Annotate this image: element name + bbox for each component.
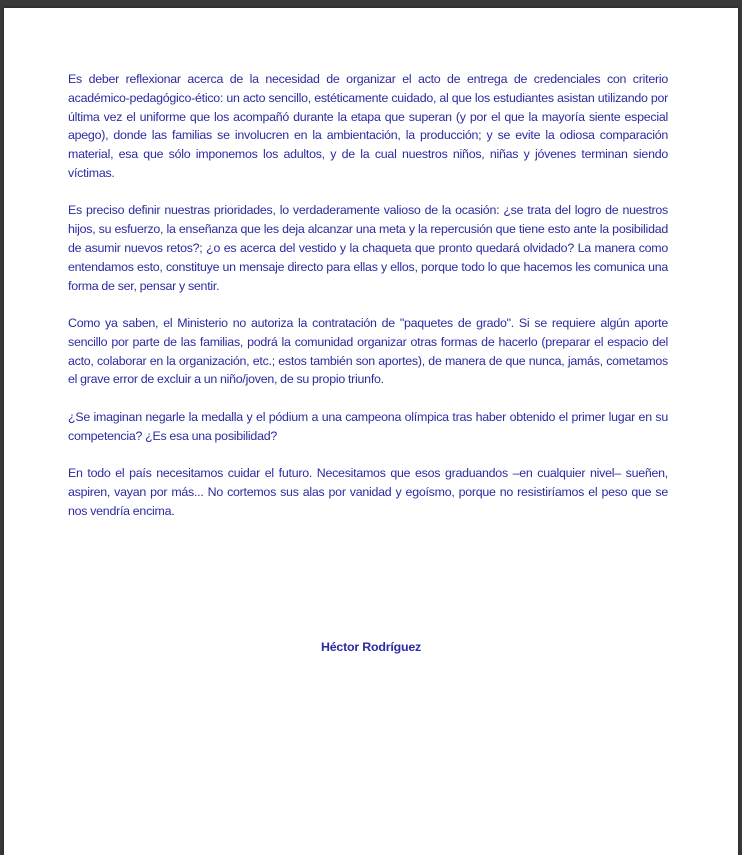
author-signature: Héctor Rodríguez	[320, 640, 422, 654]
document-page	[4, 8, 738, 855]
paragraph-3: Como ya saben, el Ministerio no autoriza la contratación de "paquetes de grado". Si se requiere algún aporte sencillo por parte de las familias, podrá la comunidad organizar otras formas de hacerlo (preparar el espacio del acto, colaborar en la organización, etc.; estos también son aportes), de manera de que nunca, jamás, cometamos el grave error de excluir a un niño/joven, de su propio triunfo.	[68, 315, 668, 387]
paragraph-4: ¿Se imaginan negarle la medalla y el pódium a una campeona olímpica tras haber obtenido el primer lugar en su competencia? ¿Es esa una posibilidad?	[68, 409, 668, 443]
document-body	[68, 70, 668, 539]
paragraph-2: Es preciso definir nuestras prioridades, lo verdaderamente valioso de la ocasión: ¿se trata del logro de nuestros hijos, su esfuerzo, la enseñanza que les deja alcanzar una meta y la repercusión que tiene esto ante la posibilidad de asumir nuevos retos?; ¿o es acerca del vestido y la chaqueta que pronto quedará olvidado? La manera como entendamos esto, constituye un mensaje directo para ellas y ellos, porque todo lo que hacemos les comunica una forma de ser, pensar y sentir.	[68, 203, 668, 293]
paragraph-1: Es deber reflexionar acerca de la necesidad de organizar el acto de entrega de credenciales con criterio académico-pedagógico-ético: un acto sencillo, estéticamente cuidado, al que los estudiantes asistan utilizando por última vez el uniforme que los acompañó durante la etapa que superan (y por el que la mayoría siente especial apego), donde las familias se involucren en la ambientación, la producción; y se evite la odiosa comparación material, esa que sólo imponemos los adultos, y de la cual nuestros niños, niñas y jóvenes terminan siendo víctimas.	[68, 72, 668, 180]
paragraph-5: En todo el país necesitamos cuidar el futuro. Necesitamos que esos graduandos –en cualquier nivel– sueñen, aspiren, vayan por más... No cortemos sus alas por vanidad y egoísmo, porque no resistiríamos el peso que se nos vendría encima.	[68, 465, 668, 518]
